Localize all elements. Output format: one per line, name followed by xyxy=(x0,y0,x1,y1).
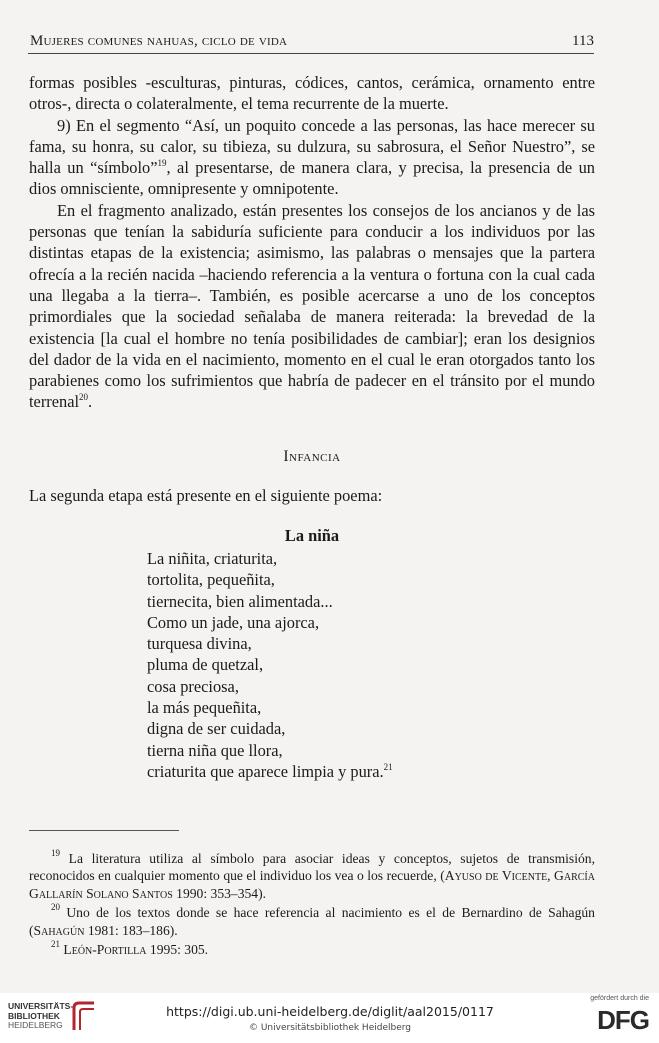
footnote-21: $^{21}$ León-Portilla 1995: 305. xyxy=(51,939,209,958)
poem-line: digna de ser cuidada, xyxy=(147,719,286,739)
poem-line: criaturita que aparece limpia y pura.$^{21}$ xyxy=(147,761,393,781)
paragraph-1: formas posibles -esculturas, pinturas, códices, cantos, cerámica, ornamento entre otros-, directa o colateralmente, el tema recurrente de la muerte. xyxy=(29,73,595,114)
footnote-ref-20[interactable]: 20 xyxy=(79,392,89,403)
poem-line: La niñita, criaturita, xyxy=(147,549,278,568)
dfg-funding-note: gefördert durch die xyxy=(590,995,649,1002)
section-intro: La segunda etapa está presente en el siguiente poema: xyxy=(29,486,383,505)
poem-line: la más pequeñita, xyxy=(147,698,262,718)
footnote-ref-21[interactable]: 21 xyxy=(383,761,393,772)
poem xyxy=(147,548,507,782)
footnote-ref-19[interactable]: 19 xyxy=(157,158,167,169)
page-number: 113 xyxy=(572,33,594,49)
poem-line: tiernecita, bien alimentada... xyxy=(147,591,333,611)
poem-line: tortolita, pequeñita, xyxy=(147,570,275,590)
footnote-19: $^{19}$ La literatura utiliza al símbolo para asociar ideas y conceptos, sujetos de transmisión, reconocidos en cualquier momento que el individuo los vea o los recuerde, (Ayuso de Vicente, García Gallarín Solano Santos 1990: 353–354). xyxy=(29,848,595,901)
library-footer xyxy=(0,993,659,1043)
section-heading: Infancia xyxy=(283,448,341,465)
running-title: Mujeres comunes nahuas, ciclo de vida xyxy=(30,33,288,49)
copyright-notice: © Universitätsbibliothek Heidelberg xyxy=(248,1023,411,1033)
footnote-20: $^{20}$ Uno de los textos donde se hace referencia al nacimiento es el de Bernardino de Sahagún (Sahagún 1981: 183–186). xyxy=(29,902,595,938)
poem-line: cosa preciosa, xyxy=(147,676,239,696)
running-header xyxy=(28,33,594,54)
library-logo[interactable] xyxy=(8,1000,108,1036)
poem-line: Como un jade, una ajorca, xyxy=(147,612,320,632)
library-name: UNIVERSITÄTS- BIBLIOTHEK HEIDELBERG xyxy=(8,1001,74,1030)
source-url-link[interactable]: https://digi.ub.uni-heidelberg.de/diglit/aal2015/0117 xyxy=(166,1004,494,1019)
paragraph-2: 9) En el segmento “Así, un poquito concede a las personas, las hace merecer su fama, su honra, su calor, su tibieza, su dulzura, su sabrosura, el Señor Nuestro”, se halla un “símbolo”$^{19}$, al presentarse, de manera clara, y precisa, la presencia de un dios omnisciente, omnipresente y omnipotente. xyxy=(29,115,595,199)
poem-line: tierna niña que llora, xyxy=(147,740,283,760)
footnote-divider xyxy=(29,830,179,831)
poem-line: turquesa divina, xyxy=(147,634,252,654)
footnotes xyxy=(29,850,595,958)
poem-line: pluma de quetzal, xyxy=(147,655,264,675)
dfg-logo[interactable] xyxy=(579,995,649,1039)
dfg-wordmark: DFG xyxy=(597,1005,649,1035)
body-text xyxy=(29,72,595,413)
poem-title: La niña xyxy=(284,526,340,545)
paragraph-3: En el fragmento analizado, están presentes los consejos de los ancianos y de las personas que tenían la sabiduría suficiente para conducir a los individuos por las distintas etapas de la existencia; asimismo, las palabras o mensajes que la partera ofrecía a la recién nacida –haciendo referencia a la ventura o fortuna con la cual cada una llegaba a la tierra–. También, es posible acercarse a uno de los conceptos primordiales que la sociedad señalaba de manera reiterada: la brevedad de la existencia [la cual el hombre no tenía posibilidades de cambiar]; eran los designios del dador de la vida en el nacimiento, momento en el cual le eran otorgados tanto los parabienes como los sufrimientos que habría de padecer en el tránsito por el mundo terrenal$^{20}$. xyxy=(29,200,595,412)
library-emblem-icon xyxy=(70,1000,98,1034)
